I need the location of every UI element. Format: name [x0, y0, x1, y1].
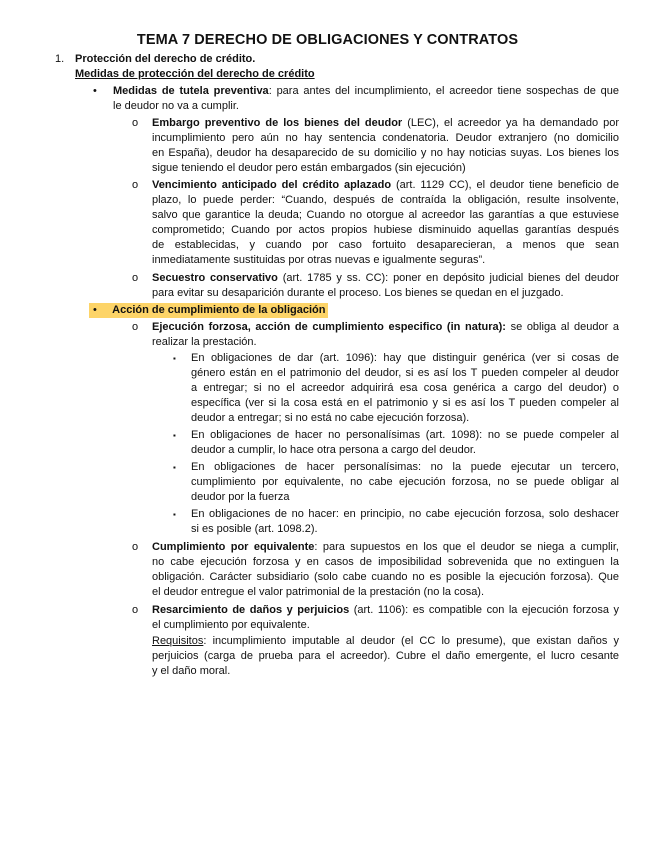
hacer-pers-line-2: cumplimiento por equivalente, no cabe ejecución forzosa, no se puede obligar al [191, 476, 619, 488]
square-marker: ▪ [173, 431, 176, 440]
secuestro-line-2: para evitar su desaparición durante el proceso. Los bienes se quedan en el juzgado. [152, 287, 564, 299]
dar-line-2: género están en el patrimonio del deudor, si es así los T pueden compeler al deudor [191, 367, 619, 379]
square-marker: ▪ [173, 510, 176, 519]
embargo-line-1: Embargo preventivo de los bienes del deudor (LEC), el acreedor ya ha demandado por [152, 117, 619, 129]
circle-marker: o [132, 321, 139, 333]
dar-line-3: a entregar; si no el acreedor adquirirá esa cosa genérica a cargo del deudor) o [191, 382, 619, 394]
section-heading: Protección del derecho de crédito. [75, 53, 256, 65]
no-hacer-line-1: En obligaciones de no hacer: en principio, no cabe ejecución forzosa, solo deshacer [191, 508, 619, 520]
resarcimiento-line-3: Requisitos: incumplimiento imputable al deudor (el CC lo presume), que existan daños y [152, 635, 619, 647]
circle-marker: o [132, 604, 139, 616]
equivalente-line-2: no cabe ejecución forzosa y en casos de imposibilidad sobrevenida que no extinguen la [152, 556, 619, 568]
document-title: TEMA 7 DERECHO DE OBLIGACIONES Y CONTRATOS [136, 32, 519, 48]
embargo-line-3: en España), deudor ha desaparecido de su domicilio y no hay noticias suyas. Los bienes los [152, 147, 619, 159]
ejecucion-line-1: Ejecución forzosa, acción de cumplimiento especifico (in natura): se obliga al deudor a [152, 321, 620, 333]
hacer-no-pers-line-1: En obligaciones de hacer no personalísimas (art. 1098): no se puede compeler al [191, 429, 619, 441]
equivalente-line-4: el deudor entregue el valor patrimonial de la prestación (no la cosa). [152, 586, 485, 598]
vencimiento-line-2: plazo, lo puede perder: “Cuando, después de contraída la obligación, resulte insolvente, [152, 194, 619, 206]
dar-line-1: En obligaciones de dar (art. 1096): hay que distinguir genérica (ver si cosas de [191, 352, 619, 364]
equivalente-line-3: obligación. Carácter subsidiario (solo cabe cuando no es posible la ejecución forzosa). Que [152, 571, 619, 583]
accion-heading: • Acción de cumplimiento de la obligación [89, 303, 328, 318]
vencimiento-line-5: de establecidas, y cuando por caso fortuito desaparecieran, a menos que sean [152, 239, 619, 251]
embargo-line-2: incumplimiento pero aún no hay sentencia condenatoria. Deudor extranjero (no domicilio [152, 132, 619, 144]
resarcimiento-line-4: perjuicios (carga de prueba para el acreedor). Cubre el daño emergente, el lucro cesante [152, 650, 619, 662]
dar-line-5: deudor a entregar; si no está no cabe ejecución forzosa). [191, 412, 470, 424]
ejecucion-line-2: realizar la prestación. [152, 336, 257, 348]
embargo-line-4: sigue teniendo el deudor pero están embargados (sin ejecución) [152, 162, 466, 174]
hacer-no-pers-line-2: deudor a cumplir, lo hace otra persona a cargo del deudor. [191, 444, 476, 456]
vencimiento-line-3: salvo que garantice la deuda; Cuando no otorgue al acreedor las garantías a que estuviese [152, 209, 619, 221]
circle-marker: o [132, 117, 139, 129]
square-marker: ▪ [173, 354, 176, 363]
tutela-line-2: le deudor no va a cumplir. [113, 100, 239, 112]
resarcimiento-line-2: el cumplimiento por equivalente. [152, 619, 310, 631]
vencimiento-line-4: comprometido; Cuando por actos propios hubiese disminuido aquellas garantías después [152, 224, 619, 236]
resarcimiento-line-5: y el daño moral. [152, 665, 231, 677]
secuestro-line-1: Secuestro conservativo (art. 1785 y ss. CC): poner en depósito judicial bienes del deudor [152, 272, 619, 284]
section-subheading: Medidas de protección del derecho de crédito [75, 68, 315, 80]
square-marker: ▪ [173, 463, 176, 472]
resarcimiento-line-1: Resarcimiento de daños y perjuicios (art. 1106): es compatible con la ejecución forzosa y [152, 604, 620, 616]
hacer-pers-line-1: En obligaciones de hacer personalísimas: no la puede ejecutar un tercero, [191, 461, 619, 473]
vencimiento-line-6: inmediatamente sustituidas por otras nuevas e igualmente seguras”. [152, 254, 486, 266]
circle-marker: o [132, 541, 139, 553]
bullet-marker: • [93, 304, 97, 316]
vencimiento-line-1: Vencimiento anticipado del crédito aplazado (art. 1129 CC), el deudor tiene beneficio de [152, 179, 619, 191]
circle-marker: o [132, 179, 139, 191]
bullet-marker: • [93, 85, 97, 97]
no-hacer-line-2: si es posible (art. 1098.2). [191, 523, 318, 535]
hacer-pers-line-3: deudor por la fuerza [191, 491, 290, 503]
section-number: 1. [55, 53, 65, 65]
dar-line-4: específica (ver si la cosa está en el patrimonio y si es así los T pueden compeler al [191, 397, 619, 409]
equivalente-line-1: Cumplimiento por equivalente: para supuestos en los que el deudor se niega a cumplir, [152, 541, 619, 553]
circle-marker: o [132, 272, 139, 284]
tutela-line-1: Medidas de tutela preventiva: para antes del incumplimiento, el acreedor tiene sospechas de que [113, 85, 619, 97]
